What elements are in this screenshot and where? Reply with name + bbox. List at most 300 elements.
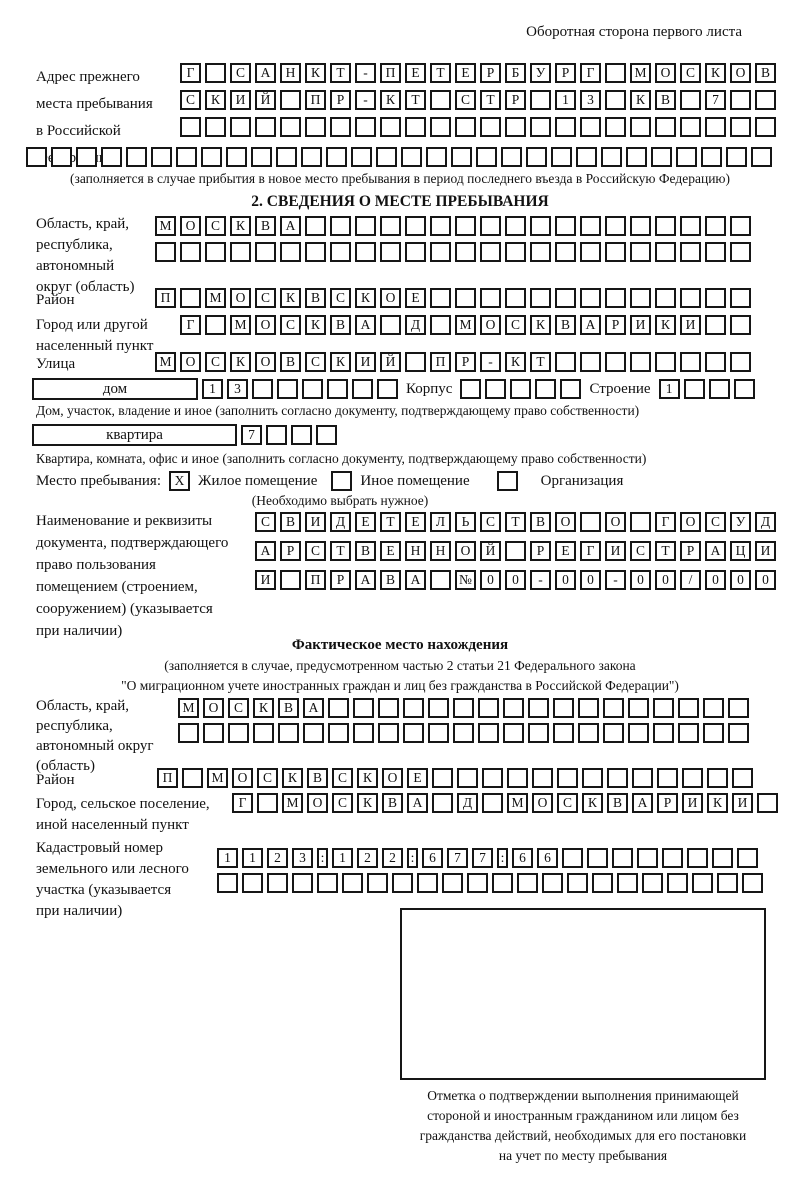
region-row-2 bbox=[155, 242, 751, 262]
char-box: Д bbox=[330, 512, 351, 532]
char-box bbox=[401, 147, 422, 167]
doc-row-2 bbox=[255, 541, 776, 561]
char-box bbox=[292, 873, 313, 893]
char-box bbox=[330, 117, 351, 137]
char-box bbox=[730, 90, 751, 110]
char-box: В bbox=[255, 216, 276, 236]
char-box bbox=[277, 379, 298, 399]
char-box bbox=[680, 117, 701, 137]
char-boxes bbox=[255, 570, 776, 590]
char-box: С bbox=[680, 63, 701, 83]
char-box bbox=[467, 873, 488, 893]
char-box bbox=[430, 117, 451, 137]
actual-region-label-line: республика, bbox=[36, 718, 113, 734]
char-box bbox=[530, 242, 551, 262]
char-box bbox=[580, 242, 601, 262]
char-box: И bbox=[230, 90, 251, 110]
char-box bbox=[505, 216, 526, 236]
char-box: Р bbox=[280, 541, 301, 561]
char-box: Р bbox=[330, 90, 351, 110]
char-box bbox=[580, 512, 601, 532]
char-box bbox=[230, 242, 251, 262]
char-box: О bbox=[180, 352, 201, 372]
char-boxes bbox=[217, 848, 758, 868]
char-box: П bbox=[430, 352, 451, 372]
stay-type-label: Место пребывания: bbox=[36, 472, 161, 489]
char-box: Р bbox=[455, 352, 476, 372]
char-box bbox=[532, 768, 553, 788]
char-box bbox=[630, 117, 651, 137]
char-box bbox=[726, 147, 747, 167]
char-box bbox=[405, 117, 426, 137]
char-box bbox=[180, 117, 201, 137]
stay-option-label: Жилое помещение bbox=[198, 472, 318, 489]
char-box bbox=[478, 698, 499, 718]
char-box bbox=[657, 768, 678, 788]
char-box bbox=[482, 768, 503, 788]
char-box: 0 bbox=[630, 570, 651, 590]
char-box bbox=[717, 873, 738, 893]
char-box bbox=[709, 379, 730, 399]
stamp-caption-line: Отметка о подтверждении выполнения принимающей bbox=[427, 1088, 739, 1103]
char-box bbox=[730, 117, 751, 137]
actual-city-label-line: Город, сельское поселение, bbox=[36, 796, 210, 812]
char-box: В bbox=[607, 793, 628, 813]
char-box bbox=[242, 873, 263, 893]
char-box bbox=[742, 873, 763, 893]
char-box bbox=[430, 288, 451, 308]
city-label-line: населенный пункт bbox=[36, 338, 154, 354]
char-box bbox=[455, 216, 476, 236]
char-box: М bbox=[630, 63, 651, 83]
char-box bbox=[510, 379, 531, 399]
district-label: Район bbox=[36, 292, 75, 308]
char-box: 7 bbox=[241, 425, 262, 445]
char-box bbox=[737, 848, 758, 868]
char-box bbox=[351, 147, 372, 167]
char-box: В bbox=[330, 315, 351, 335]
char-box: У bbox=[730, 512, 751, 532]
char-box: Г bbox=[180, 63, 201, 83]
char-box: В bbox=[280, 352, 301, 372]
char-box: М bbox=[178, 698, 199, 718]
char-box: Р bbox=[480, 63, 501, 83]
char-box: С bbox=[255, 512, 276, 532]
cadastre-label-line: участка (указывается bbox=[36, 882, 172, 898]
char-box bbox=[542, 873, 563, 893]
char-box: Г bbox=[580, 541, 601, 561]
char-box bbox=[642, 873, 663, 893]
char-boxes bbox=[255, 541, 776, 561]
char-box: С bbox=[257, 768, 278, 788]
char-box: Т bbox=[330, 541, 351, 561]
char-box: 2 bbox=[267, 848, 288, 868]
char-boxes bbox=[155, 216, 751, 236]
actual-district-row bbox=[157, 768, 753, 788]
char-box: М bbox=[205, 288, 226, 308]
char-box: К bbox=[355, 288, 376, 308]
char-box: : bbox=[497, 848, 508, 868]
char-box: К bbox=[282, 768, 303, 788]
char-box: М bbox=[230, 315, 251, 335]
char-box: О bbox=[655, 63, 676, 83]
char-box bbox=[330, 216, 351, 236]
char-box bbox=[291, 425, 312, 445]
checkbox-organizacia bbox=[497, 471, 518, 491]
char-box bbox=[176, 147, 197, 167]
char-box bbox=[578, 698, 599, 718]
char-box bbox=[757, 793, 778, 813]
doc-label-line: Наименование и реквизиты bbox=[36, 513, 213, 529]
char-box: С bbox=[255, 288, 276, 308]
checkbox-zhiloe: X bbox=[169, 471, 190, 491]
char-box: № bbox=[455, 570, 476, 590]
char-box bbox=[305, 216, 326, 236]
cadastre-label bbox=[36, 838, 189, 922]
char-box: К bbox=[380, 90, 401, 110]
char-box: С bbox=[455, 90, 476, 110]
char-box bbox=[485, 379, 506, 399]
char-box bbox=[676, 147, 697, 167]
char-box: 1 bbox=[242, 848, 263, 868]
char-box bbox=[353, 698, 374, 718]
stamp-caption-line: гражданства действий, необходимых для его постановки bbox=[419, 1128, 747, 1143]
char-box bbox=[430, 216, 451, 236]
char-box: О bbox=[255, 352, 276, 372]
region-row-1 bbox=[155, 216, 751, 236]
char-boxes bbox=[180, 90, 776, 110]
char-box bbox=[637, 848, 658, 868]
char-box: 0 bbox=[755, 570, 776, 590]
char-box bbox=[651, 147, 672, 167]
char-box bbox=[201, 147, 222, 167]
char-box bbox=[626, 147, 647, 167]
char-box bbox=[255, 117, 276, 137]
checkbox-organizacia bbox=[497, 471, 518, 491]
char-box bbox=[528, 723, 549, 743]
actual-note-line-1: (заполняется в случае, предусмотренном частью 2 статьи 21 Федерального закона bbox=[164, 658, 636, 673]
char-box bbox=[507, 768, 528, 788]
char-box bbox=[476, 147, 497, 167]
char-box bbox=[551, 147, 572, 167]
char-box: - bbox=[355, 90, 376, 110]
prev-address-label-line: Адрес прежнего bbox=[36, 69, 140, 85]
char-box bbox=[730, 352, 751, 372]
char-box: А bbox=[255, 541, 276, 561]
char-box bbox=[251, 147, 272, 167]
char-box: Б bbox=[505, 63, 526, 83]
char-box: Р bbox=[605, 315, 626, 335]
char-box: К bbox=[707, 793, 728, 813]
char-box bbox=[653, 698, 674, 718]
char-box bbox=[653, 723, 674, 743]
char-box: И bbox=[682, 793, 703, 813]
char-box: И bbox=[680, 315, 701, 335]
char-box bbox=[678, 698, 699, 718]
char-boxes bbox=[217, 873, 763, 893]
char-box: 0 bbox=[655, 570, 676, 590]
char-box bbox=[205, 117, 226, 137]
char-box bbox=[432, 793, 453, 813]
char-box bbox=[755, 90, 776, 110]
char-box bbox=[678, 723, 699, 743]
char-box bbox=[680, 352, 701, 372]
char-box bbox=[376, 147, 397, 167]
char-box bbox=[126, 147, 147, 167]
char-box bbox=[705, 117, 726, 137]
char-box bbox=[605, 90, 626, 110]
char-box: 6 bbox=[512, 848, 533, 868]
char-box: - bbox=[605, 570, 626, 590]
char-box bbox=[630, 216, 651, 236]
char-box bbox=[482, 793, 503, 813]
char-box: Т bbox=[480, 90, 501, 110]
char-box bbox=[280, 570, 301, 590]
char-box: В bbox=[380, 570, 401, 590]
char-box bbox=[355, 216, 376, 236]
house-field-label: дом bbox=[32, 378, 198, 400]
char-box bbox=[205, 315, 226, 335]
char-box: К bbox=[505, 352, 526, 372]
char-box: 0 bbox=[555, 570, 576, 590]
char-box bbox=[355, 117, 376, 137]
doc-label bbox=[36, 510, 228, 642]
char-box: Т bbox=[505, 512, 526, 532]
char-box bbox=[555, 288, 576, 308]
char-box: Р bbox=[555, 63, 576, 83]
char-box bbox=[530, 90, 551, 110]
char-box: С bbox=[205, 216, 226, 236]
char-box bbox=[560, 379, 581, 399]
prev-address-row-3 bbox=[180, 117, 776, 137]
char-box bbox=[426, 147, 447, 167]
char-box: - bbox=[355, 63, 376, 83]
char-box bbox=[453, 698, 474, 718]
char-box bbox=[353, 723, 374, 743]
stamp-caption bbox=[398, 1086, 768, 1166]
char-box bbox=[655, 216, 676, 236]
actual-city-label bbox=[36, 794, 210, 836]
char-box: С bbox=[180, 90, 201, 110]
char-box bbox=[403, 723, 424, 743]
char-box bbox=[276, 147, 297, 167]
char-box: К bbox=[705, 63, 726, 83]
char-box bbox=[605, 242, 626, 262]
char-box bbox=[730, 315, 751, 335]
char-box: К bbox=[582, 793, 603, 813]
char-box bbox=[252, 379, 273, 399]
actual-region-label-line: автономный округ bbox=[36, 738, 154, 754]
char-box: М bbox=[155, 216, 176, 236]
char-box: Г bbox=[655, 512, 676, 532]
street-row bbox=[155, 352, 751, 372]
city-label bbox=[36, 315, 153, 357]
doc-label-line: право пользования bbox=[36, 557, 156, 573]
char-box bbox=[535, 379, 556, 399]
char-box: В bbox=[278, 698, 299, 718]
char-box bbox=[705, 288, 726, 308]
house-row bbox=[32, 378, 755, 400]
char-box: Ь bbox=[455, 512, 476, 532]
char-box: Т bbox=[405, 90, 426, 110]
actual-note-line-2: "О миграционном учете иностранных граждан и лиц без гражданства в Российской Федерации") bbox=[121, 678, 679, 693]
char-box: 6 bbox=[537, 848, 558, 868]
checkbox-zhiloe bbox=[169, 471, 190, 491]
char-box: Т bbox=[530, 352, 551, 372]
char-box bbox=[555, 352, 576, 372]
char-box bbox=[730, 242, 751, 262]
char-box: О bbox=[680, 512, 701, 532]
char-boxes bbox=[180, 315, 751, 335]
char-box bbox=[526, 147, 547, 167]
char-boxes bbox=[232, 793, 778, 813]
char-box bbox=[228, 723, 249, 743]
char-box: В bbox=[655, 90, 676, 110]
char-box: 0 bbox=[705, 570, 726, 590]
char-box: В bbox=[530, 512, 551, 532]
char-box bbox=[528, 698, 549, 718]
char-box: У bbox=[530, 63, 551, 83]
char-box bbox=[505, 541, 526, 561]
char-box bbox=[230, 117, 251, 137]
char-box: А bbox=[255, 63, 276, 83]
char-boxes bbox=[460, 379, 581, 399]
char-box bbox=[155, 242, 176, 262]
char-box bbox=[705, 315, 726, 335]
char-box: П bbox=[305, 90, 326, 110]
char-box bbox=[405, 242, 426, 262]
char-box bbox=[505, 242, 526, 262]
char-box: Г bbox=[232, 793, 253, 813]
char-box: - bbox=[480, 352, 501, 372]
char-box bbox=[751, 147, 772, 167]
char-box: К bbox=[305, 63, 326, 83]
char-box bbox=[217, 873, 238, 893]
street-label: Улица bbox=[36, 356, 76, 372]
char-box: О bbox=[180, 216, 201, 236]
char-box: 0 bbox=[730, 570, 751, 590]
char-box: А bbox=[280, 216, 301, 236]
char-box: 6 bbox=[422, 848, 443, 868]
char-box: П bbox=[305, 570, 326, 590]
char-box bbox=[703, 698, 724, 718]
char-box bbox=[317, 873, 338, 893]
char-box bbox=[728, 698, 749, 718]
char-box bbox=[405, 352, 426, 372]
actual-title: Фактическое место нахождения bbox=[291, 637, 509, 653]
char-box bbox=[662, 848, 683, 868]
char-box bbox=[630, 288, 651, 308]
region-label bbox=[36, 214, 134, 298]
char-box: К bbox=[280, 288, 301, 308]
char-box bbox=[605, 352, 626, 372]
char-box bbox=[352, 379, 373, 399]
region-label-line: автономный bbox=[36, 258, 115, 274]
char-box bbox=[692, 873, 713, 893]
char-box: Е bbox=[405, 512, 426, 532]
char-box: Т bbox=[655, 541, 676, 561]
char-box: А bbox=[303, 698, 324, 718]
char-box: А bbox=[632, 793, 653, 813]
char-box bbox=[667, 873, 688, 893]
char-box: 2 bbox=[382, 848, 403, 868]
char-boxes bbox=[255, 512, 776, 532]
char-box: К bbox=[305, 315, 326, 335]
char-box bbox=[457, 768, 478, 788]
char-box: Й bbox=[480, 541, 501, 561]
char-box bbox=[327, 379, 348, 399]
korpus-label: Корпус bbox=[406, 380, 453, 397]
char-box: А bbox=[407, 793, 428, 813]
char-box bbox=[555, 216, 576, 236]
char-box: О bbox=[232, 768, 253, 788]
char-box bbox=[630, 242, 651, 262]
apartment-field-label: квартира bbox=[32, 424, 237, 446]
char-box bbox=[730, 288, 751, 308]
doc-label-line: помещением (строением, bbox=[36, 579, 198, 595]
char-box bbox=[330, 242, 351, 262]
char-box: К bbox=[655, 315, 676, 335]
char-boxes bbox=[180, 63, 776, 83]
char-box bbox=[628, 698, 649, 718]
char-box: М bbox=[455, 315, 476, 335]
char-box bbox=[455, 242, 476, 262]
char-box: Н bbox=[280, 63, 301, 83]
char-box bbox=[267, 873, 288, 893]
char-box bbox=[455, 288, 476, 308]
char-boxes bbox=[180, 117, 776, 137]
char-box bbox=[280, 117, 301, 137]
char-box bbox=[180, 242, 201, 262]
city-label-line: Город или другой bbox=[36, 317, 148, 333]
char-box bbox=[553, 723, 574, 743]
char-box: Е bbox=[455, 63, 476, 83]
char-box bbox=[680, 216, 701, 236]
char-box: А bbox=[580, 315, 601, 335]
prev-address-row-1 bbox=[180, 63, 776, 83]
char-boxes bbox=[178, 698, 749, 718]
char-box: П bbox=[155, 288, 176, 308]
char-boxes bbox=[241, 425, 337, 445]
char-boxes bbox=[155, 288, 751, 308]
char-box: К bbox=[530, 315, 551, 335]
char-box bbox=[455, 117, 476, 137]
char-box: О bbox=[532, 793, 553, 813]
apartment-row bbox=[32, 424, 337, 446]
char-box: С bbox=[305, 541, 326, 561]
char-box: А bbox=[405, 570, 426, 590]
char-box bbox=[712, 848, 733, 868]
char-boxes bbox=[155, 352, 751, 372]
char-box: О bbox=[255, 315, 276, 335]
char-box: 3 bbox=[292, 848, 313, 868]
char-box bbox=[380, 216, 401, 236]
char-box: О bbox=[230, 288, 251, 308]
char-box: О bbox=[555, 512, 576, 532]
char-box bbox=[655, 288, 676, 308]
cadastre-row-1 bbox=[217, 848, 758, 868]
char-box bbox=[203, 723, 224, 743]
actual-region-row-2 bbox=[178, 723, 749, 743]
char-box bbox=[680, 288, 701, 308]
char-box bbox=[732, 768, 753, 788]
char-box: К bbox=[205, 90, 226, 110]
stroenie-label: Строение bbox=[589, 380, 651, 397]
char-box: И bbox=[355, 352, 376, 372]
char-box bbox=[432, 768, 453, 788]
char-box bbox=[226, 147, 247, 167]
char-box bbox=[580, 288, 601, 308]
